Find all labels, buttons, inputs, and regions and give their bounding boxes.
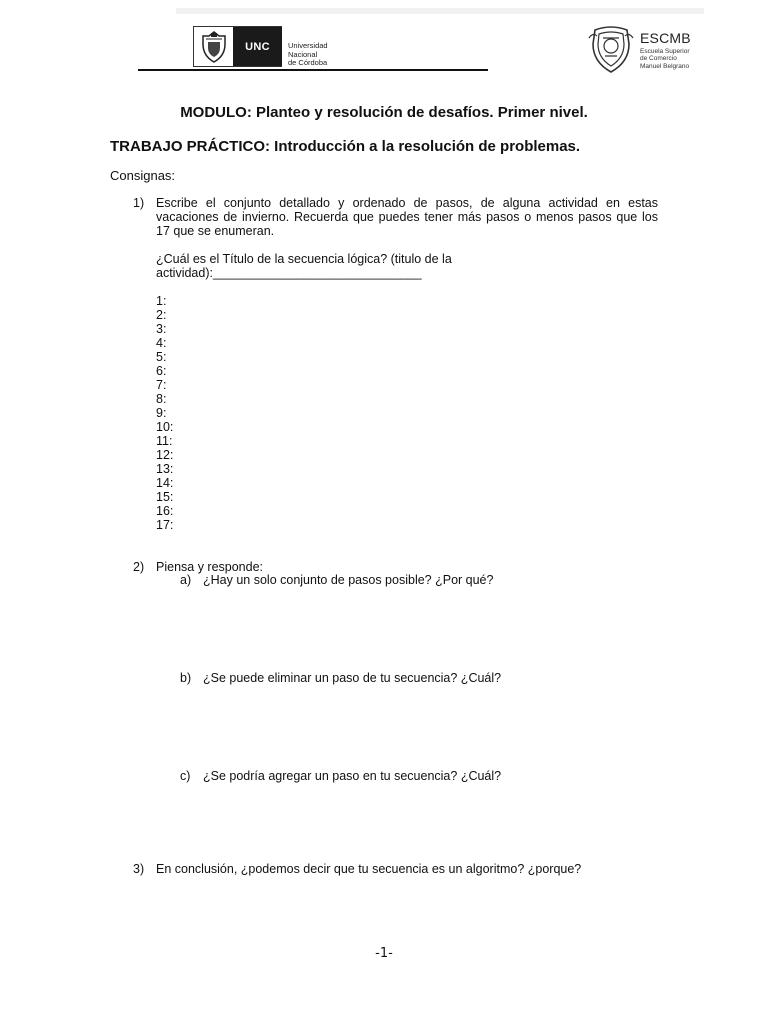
sequence-title-prompt-line: ¿Cuál es el Título de la secuencia lógica? (titulo de la <box>156 252 452 266</box>
step-item: 6: <box>156 364 167 378</box>
escmb-crest-icon <box>585 24 637 76</box>
page-number: -1- <box>375 946 393 961</box>
step-item: 4: <box>156 336 167 350</box>
step-item: 7: <box>156 378 167 392</box>
assignment-title: TRABAJO PRÁCTICO: Introducción a la resolución de problemas. <box>110 138 581 155</box>
steps-list <box>156 294 173 532</box>
header-top-bar <box>176 8 704 14</box>
unc-name-line: Universidad <box>288 41 328 50</box>
step-item: 15: <box>156 490 174 504</box>
instructions-label: Consignas: <box>110 168 176 183</box>
subquestion-b-text: ¿Se puede eliminar un paso de tu secuencia? ¿Cuál? <box>203 671 502 685</box>
step-item: 12: <box>156 448 174 462</box>
unc-acronym: UNC <box>233 27 282 66</box>
subquestion-a-letter: a) <box>180 573 192 587</box>
unc-name <box>288 42 328 68</box>
question-1-text: Escribe el conjunto detallado y ordenado de pasos, de alguna actividad en estas vacaciones de invierno. Recuerda que puedes tener más pasos o menos pasos que los 17 que se enumeran. <box>156 196 658 238</box>
step-item: 1: <box>156 294 167 308</box>
step-item: 3: <box>156 322 167 336</box>
escmb-acronym: ESCMB <box>640 30 691 46</box>
step-item: 17: <box>156 518 174 532</box>
sequence-title-prompt <box>156 252 452 280</box>
step-item: 9: <box>156 406 167 420</box>
escmb-name-line: Escuela Superior <box>640 48 690 55</box>
question-2-number: 2) <box>133 560 145 574</box>
step-item: 11: <box>156 434 173 448</box>
header-rule <box>138 69 488 71</box>
step-item: 5: <box>156 350 167 364</box>
step-item: 8: <box>156 392 167 406</box>
sequence-title-answer-line: actividad):______________________________ <box>156 266 422 280</box>
question-3-text: En conclusión, ¿podemos decir que tu secuencia es un algoritmo? ¿porque? <box>156 862 582 876</box>
step-item: 13: <box>156 462 174 476</box>
subquestion-a-text: ¿Hay un solo conjunto de pasos posible? ¿Por qué? <box>203 573 494 587</box>
step-item: 10: <box>156 420 174 434</box>
unc-logo <box>193 26 282 67</box>
subquestion-c-text: ¿Se podría agregar un paso en tu secuencia? ¿Cuál? <box>203 769 502 783</box>
module-title: MODULO: Planteo y resolución de desafíos. Primer nivel. <box>180 104 588 121</box>
step-item: 14: <box>156 476 174 490</box>
question-3-number: 3) <box>133 862 145 876</box>
escmb-name-line: Manuel Belgrano <box>640 62 690 70</box>
escmb-name-line: de Comercio <box>640 55 677 63</box>
question-2-text: Piensa y responde: <box>156 560 264 574</box>
unc-name-line: Nacional <box>288 49 318 59</box>
subquestion-b-letter: b) <box>180 671 192 685</box>
subquestion-c-letter: c) <box>180 769 191 783</box>
escmb-name <box>640 48 690 70</box>
unc-seal-icon <box>197 30 231 64</box>
step-item: 2: <box>156 308 167 322</box>
unc-name-line: de Córdoba <box>288 58 328 67</box>
step-item: 16: <box>156 504 174 518</box>
question-1-number: 1) <box>133 196 145 210</box>
